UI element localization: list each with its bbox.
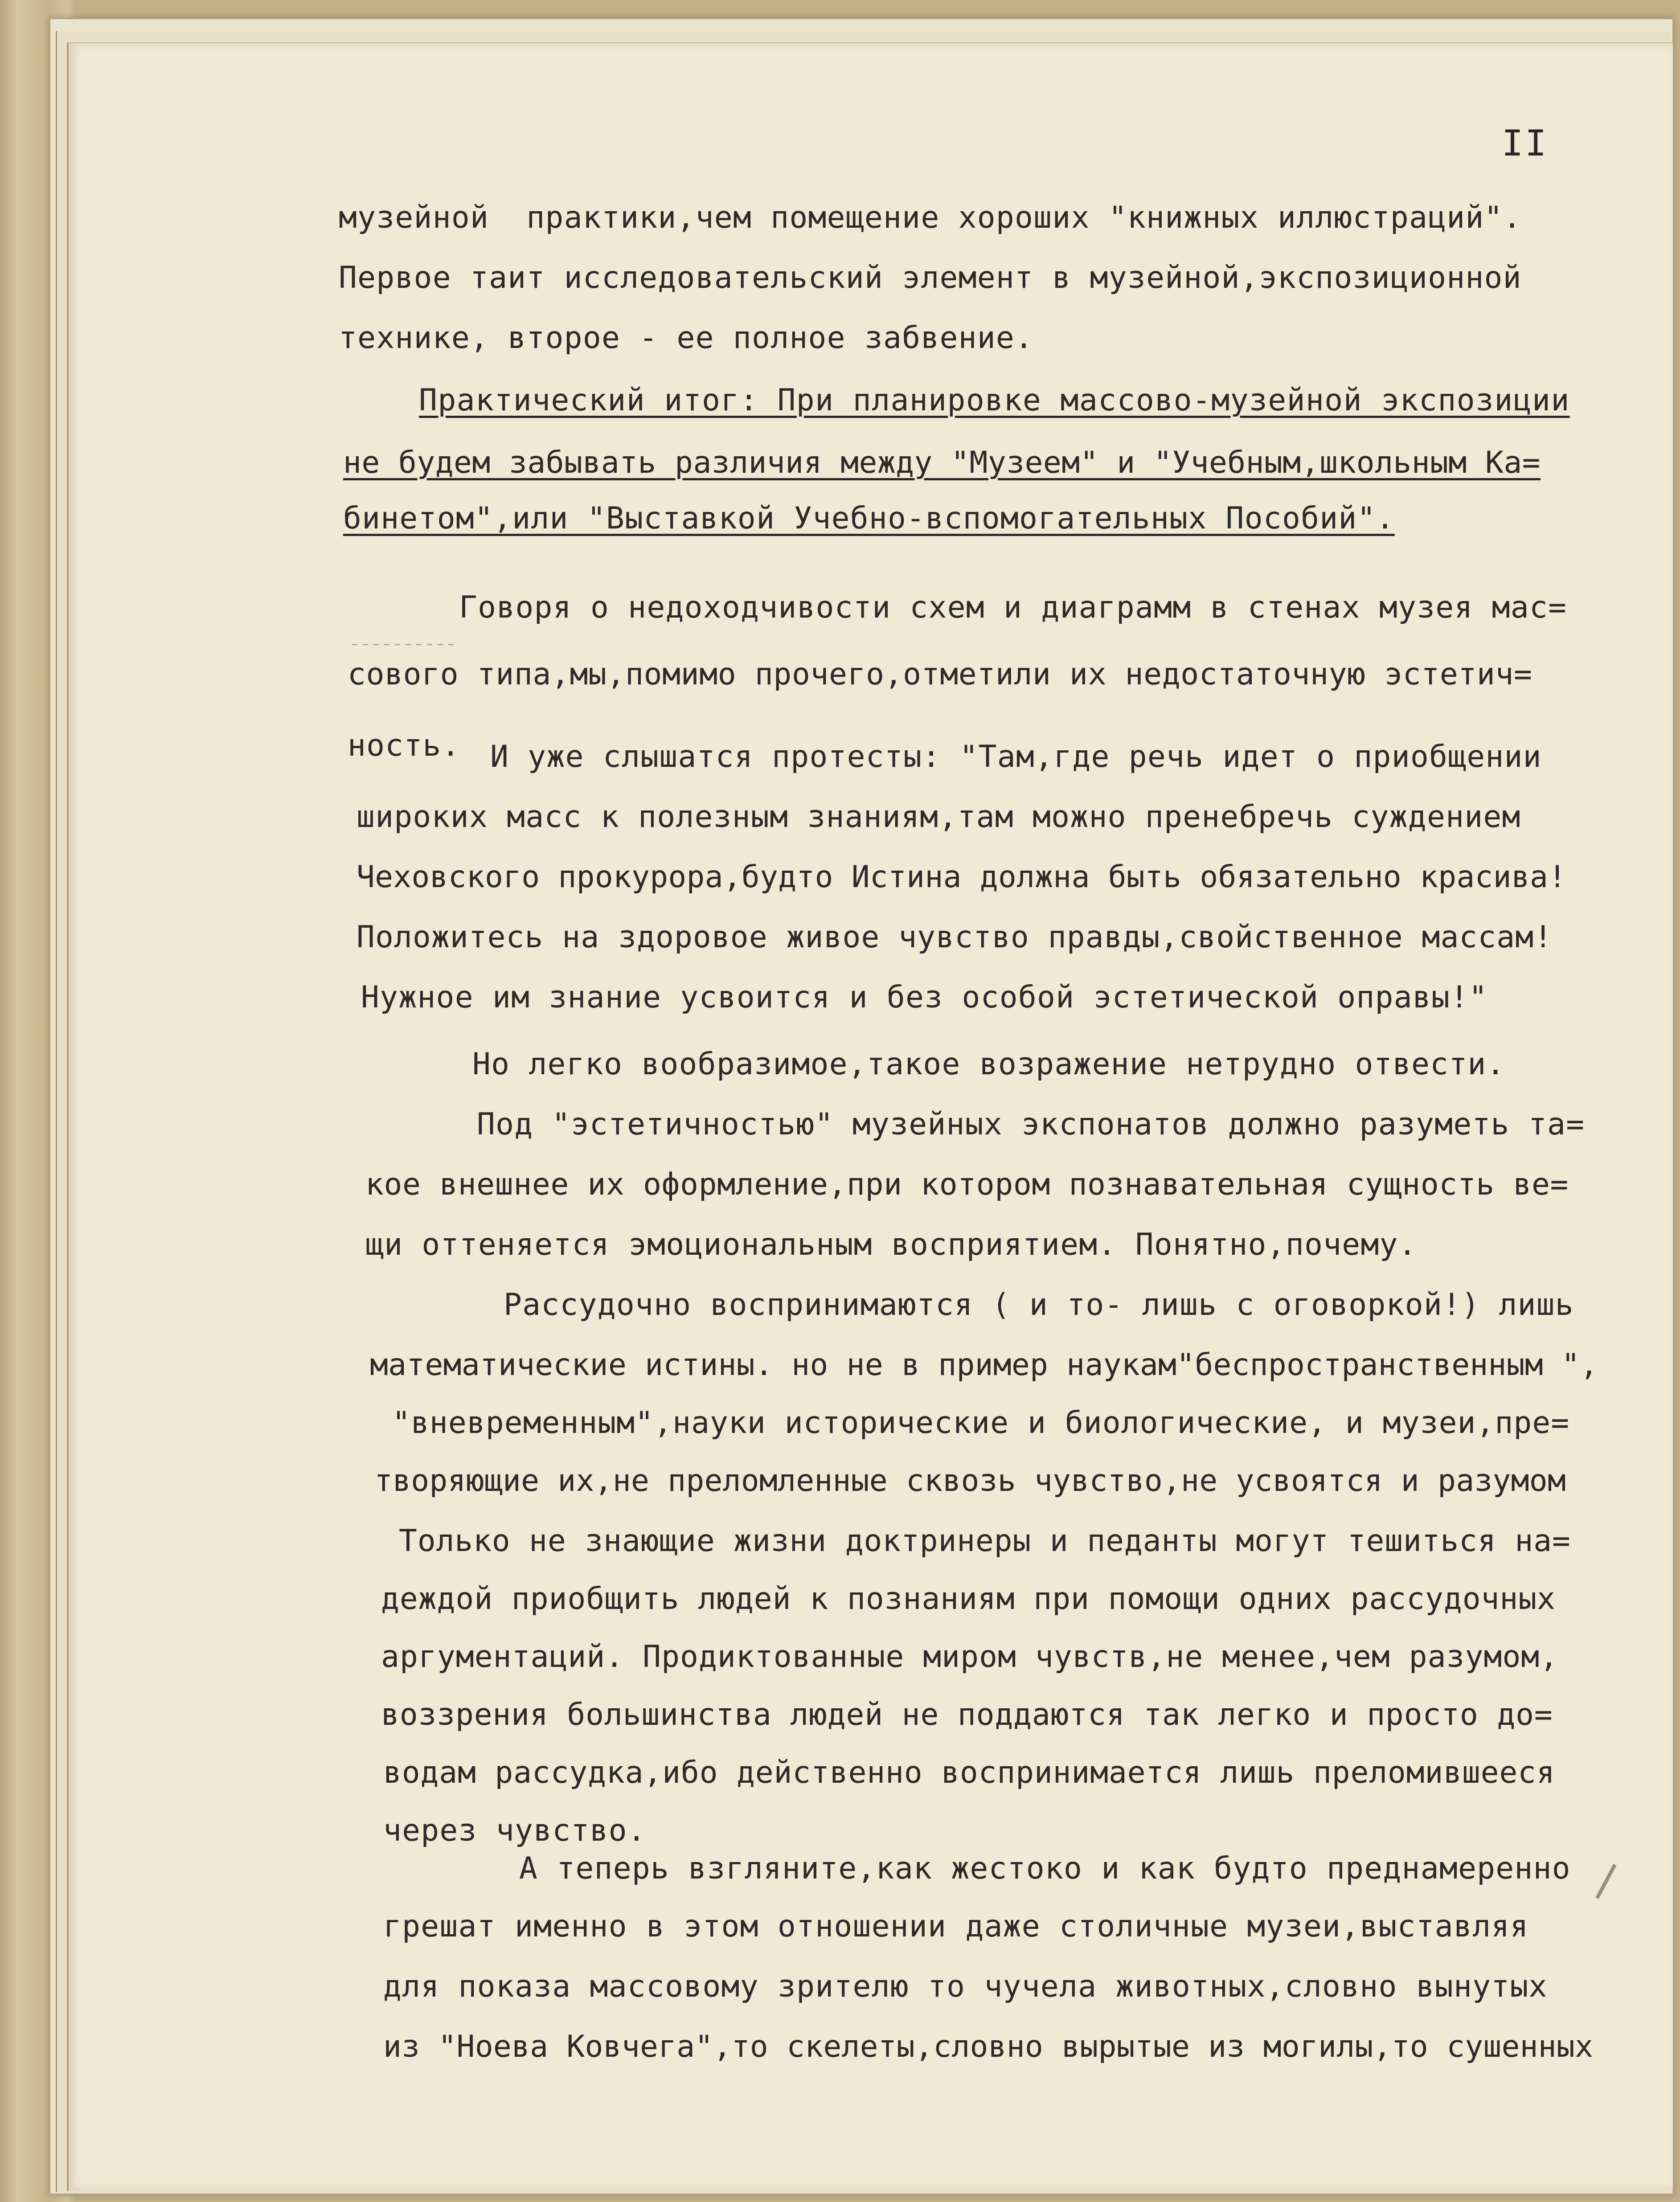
- text-line: аргументаций. Продиктованные миром чувств,не менее,чем разумом,: [381, 1639, 1559, 1674]
- page-number: II: [1502, 123, 1549, 164]
- text-line: водам рассудка,ибо действенно воспринимается лишь преломившееся: [383, 1755, 1555, 1790]
- text-line: творяющие их,не преломленные сквозь чувство,не усвоятся и разумом: [374, 1463, 1566, 1498]
- text-line: И уже слышатся протесты: "Там,где речь идет о приобщении: [490, 739, 1542, 774]
- text-line-underlined: бинетом",или "Выставкой Учебно-вспомогательных Пособий".: [343, 501, 1395, 536]
- text-line: грешат именно в этом отношении даже столичные музеи,выставляя: [383, 1909, 1529, 1944]
- text-line: из "Ноева Ковчега",то скелеты,словно вырытые из могилы,то сушенных: [383, 2029, 1594, 2064]
- text-line: А теперь взгляните,как жестоко и как будто преднамеренно: [519, 1851, 1571, 1886]
- text-line: кое внешнее их оформление,при котором познавательная сущность ве=: [365, 1167, 1569, 1202]
- text-line-underlined: не будем забывать различия между "Музеем" и "Учебным,школьным Ка=: [343, 445, 1541, 480]
- text-line-underlined: Практический итог: При планировке массово-музейной экспозиции: [419, 383, 1570, 418]
- text-line: Первое таит исследовательский элемент в музейной,экспозиционной: [339, 260, 1522, 295]
- text-line: Нужное им знание усвоится и без особой эстетической оправы!": [361, 980, 1488, 1015]
- text-line: математические истины. но не в пример наукам"беспространственным ",: [370, 1347, 1598, 1383]
- text-line: для показа массовому зрителю то чучела животных,словно вынутых: [383, 1969, 1548, 2004]
- text-line: через чувство.: [383, 1813, 646, 1848]
- text-line: Говоря о недоходчивости схем и диаграмм в стенах музея мас=: [459, 590, 1567, 625]
- text-line: Положитесь на здоровое живое чувство правды,свойственное массам!: [356, 920, 1553, 955]
- text-line: Только не знающие жизни доктринеры и педанты могут тешиться на=: [399, 1523, 1571, 1559]
- text-line: "вневременным",науки исторические и биологические, и музеи,пре=: [392, 1405, 1570, 1441]
- text-line: Под "эстетичностью" музейных экспонатов должно разуметь та=: [477, 1107, 1585, 1142]
- text-line: музейной практики,чем помещение хороших "книжных иллюстраций".: [339, 200, 1522, 235]
- text-line: щи оттеняется эмоциональным восприятием. Понятно,почему.: [365, 1227, 1417, 1262]
- text-line: технике, второе - ее полное забвение.: [339, 320, 1034, 356]
- text-line: широких масс к полезным знаниям,там можно пренебречь суждением: [356, 799, 1521, 835]
- text-line: Чеховского прокурора,будто Истина должна быть обязательно красива!: [356, 860, 1567, 895]
- text-line: ность.: [348, 728, 460, 763]
- text-line: сового типа,мы,помимо прочего,отметили их недостаточную эстетич=: [348, 657, 1532, 692]
- text-line: Рассудочно воспринимаются ( и то- лишь с оговоркой!) лишь: [504, 1287, 1574, 1322]
- text-line: воззрения большинства людей не поддаются так легко и просто до=: [381, 1697, 1553, 1732]
- text-line: деждой приобщить людей к познаниям при помощи одних рассудочных: [381, 1581, 1556, 1617]
- text-line: Но легко вообразимое,такое возражение нетрудно отвести.: [472, 1047, 1505, 1082]
- pencil-dash: [352, 644, 455, 645]
